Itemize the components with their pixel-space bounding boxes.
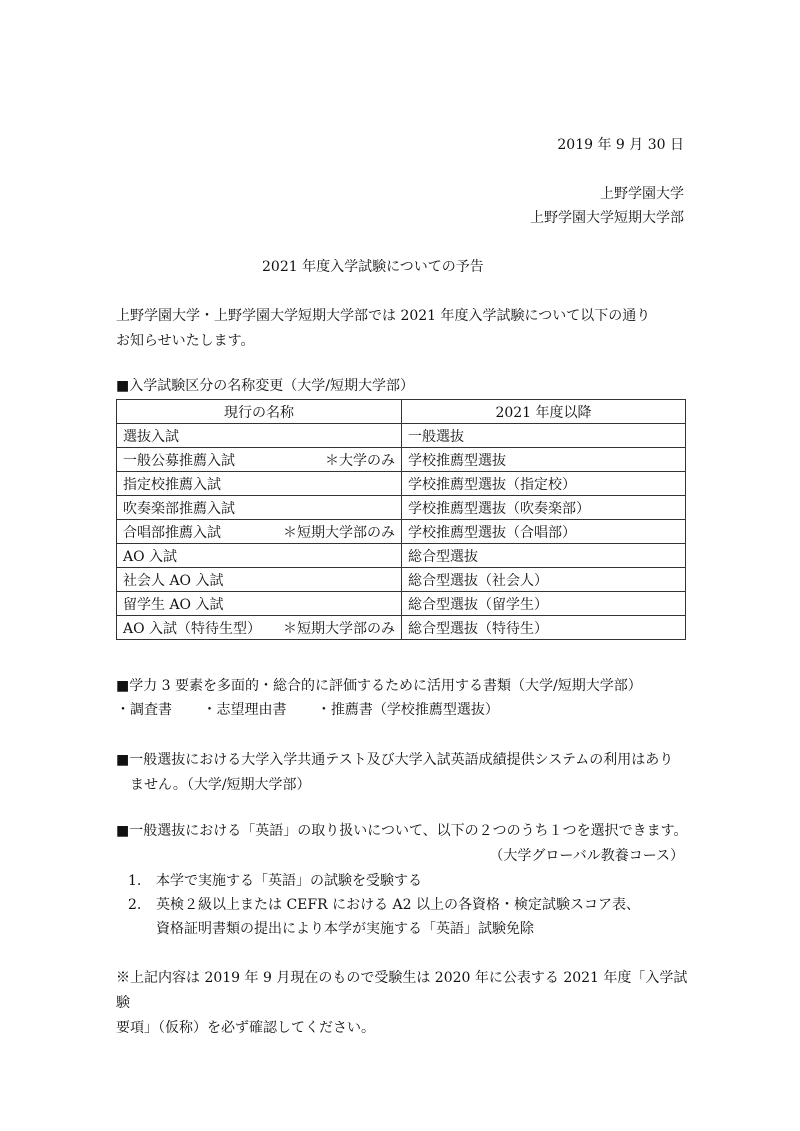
current-name: 一般公募推薦入試 <box>123 452 235 469</box>
intro-line-1: 上野学園大学・上野学園大学短期大学部では 2021 年度入学試験について以下の通り <box>116 308 651 324</box>
row-note: ＊短期大学部のみ <box>283 524 395 541</box>
row-note: ＊短期大学部のみ <box>283 620 395 637</box>
current-name: AO 入試 <box>123 548 178 565</box>
current-name: 合唱部推薦入試 <box>123 524 221 541</box>
current-name-cell <box>117 448 402 472</box>
current-name: 指定校推薦入試 <box>123 476 221 493</box>
list-text: 英検２級以上または CEFR における A2 以上の各資格・検定試験スコア表、 <box>156 897 641 913</box>
new-name-cell: 総合型選抜（特待生） <box>402 616 686 640</box>
current-name-cell <box>117 496 402 520</box>
table-row <box>117 496 686 520</box>
new-name-cell: 一般選抜 <box>402 424 686 448</box>
row-note: ＊大学のみ <box>325 452 395 469</box>
common-test-notice <box>116 748 696 798</box>
list-number: 2. <box>128 897 142 913</box>
column-header-new: 2021 年度以降 <box>402 400 686 424</box>
list-item <box>128 893 640 917</box>
current-name-cell <box>117 424 402 448</box>
table-row <box>117 616 686 640</box>
document-title: 2021 年度入学試験についての予告 <box>262 259 484 275</box>
new-name-cell: 学校推薦型選抜（吹奏楽部） <box>402 496 686 520</box>
new-name-cell: 総合型選抜 <box>402 544 686 568</box>
section-heading-english: ■一般選抜における「英語」の取り扱いについて、以下の２つのうち１つを選択できます。 <box>116 823 688 839</box>
new-name-cell: 総合型選抜（社会人） <box>402 568 686 592</box>
organization-junior-college: 上野学園大学短期大学部 <box>530 210 684 226</box>
list-number: 1. <box>128 873 142 889</box>
column-header-current: 現行の名称 <box>117 400 402 424</box>
documents-list <box>116 699 525 719</box>
list-text: 本学で実施する「英語」の試験を受験する <box>156 873 422 889</box>
table-row <box>117 472 686 496</box>
intro-paragraph <box>116 304 696 354</box>
table-row <box>117 544 686 568</box>
current-name-cell <box>117 544 402 568</box>
english-course-note: （大学グローバル教養コース） <box>489 848 684 864</box>
new-name-cell: 総合型選抜（留学生） <box>402 592 686 616</box>
new-name-cell: 学校推薦型選抜 <box>402 448 686 472</box>
intro-line-2: お知らせいたします。 <box>116 333 255 349</box>
footnote <box>116 966 696 1041</box>
new-name-cell: 学校推薦型選抜（指定校） <box>402 472 686 496</box>
footnote-line-2: 要項」（仮称）を必ず確認してください。 <box>116 1020 375 1036</box>
common-test-line-2: ません。（大学/短期大学部） <box>130 777 311 793</box>
table-row <box>117 592 686 616</box>
current-name-cell <box>117 472 402 496</box>
current-name: 選抜入試 <box>123 428 179 445</box>
current-name-cell <box>117 616 402 640</box>
current-name-cell <box>117 568 402 592</box>
document-item-report: ・調査書 <box>116 702 172 718</box>
current-name-cell <box>117 520 402 544</box>
common-test-line-1: ■一般選抜における大学入学共通テスト及び大学入試英語成績提供システムの利用はあり <box>116 752 674 768</box>
table-row <box>117 448 686 472</box>
current-name: 社会人 AO 入試 <box>123 572 224 589</box>
english-options-list <box>128 869 640 941</box>
table-header-row <box>117 400 686 424</box>
current-name: 吹奏楽部推薦入試 <box>123 500 235 517</box>
section-heading-name-change: ■入学試験区分の名称変更（大学/短期大学部） <box>116 378 414 394</box>
section-heading-documents: ■学力 3 要素を多面的・総合的に評価するために活用する書類（大学/短期大学部） <box>116 678 642 694</box>
organization-university: 上野学園大学 <box>600 186 684 202</box>
document-item-statement: ・志望理由書 <box>202 702 287 718</box>
document-date: 2019 年 9 月 30 日 <box>557 137 684 153</box>
list-item <box>128 869 640 893</box>
document-item-recommendation: ・推薦書（学校推薦型選抜） <box>316 702 499 718</box>
footnote-line-1: ※上記内容は 2019 年 9 月現在のもので受験生は 2020 年に公表する 2021 年度「入学試験 <box>116 970 688 1011</box>
name-change-table <box>116 399 686 640</box>
current-name-cell <box>117 592 402 616</box>
table-row <box>117 520 686 544</box>
new-name-cell: 学校推薦型選抜（合唱部） <box>402 520 686 544</box>
table-row <box>117 424 686 448</box>
current-name: 留学生 AO 入試 <box>123 596 224 613</box>
current-name: AO 入試（特待生型） <box>123 620 262 637</box>
list-text-continuation: 資格証明書類の提出により本学が実施する「英語」試験免除 <box>156 921 534 937</box>
table-row <box>117 568 686 592</box>
